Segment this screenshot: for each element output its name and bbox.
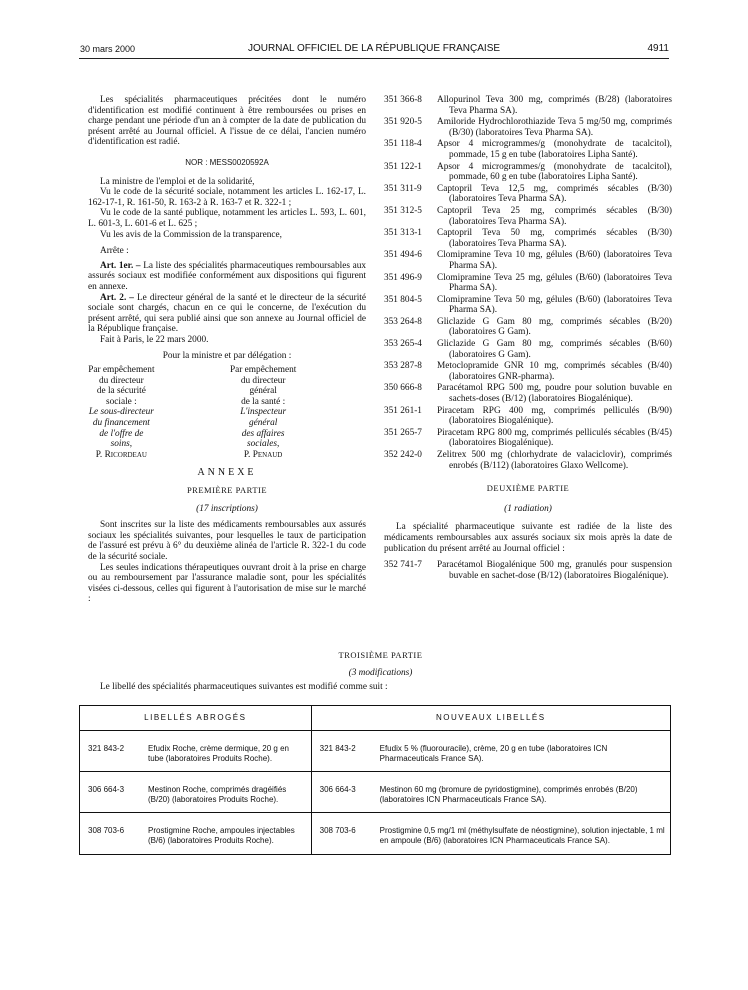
entry-text: Captopril Teva 50 mg, comprimés sécables (B/30) (laboratoires Teva Pharma SA). bbox=[437, 228, 672, 249]
old-code-cell: 308 703-6 bbox=[88, 826, 125, 836]
part-1-text-2: Les seules indications thérapeutiques ouvrant droit à la prise en charge ou au remboursement par l'assurance maladie sont, pour les spécialités visées ci-dessous, celles qui figurent à l'autorisation de mise sur le marché : bbox=[88, 562, 366, 605]
old-text-cell: Prostigmine Roche, ampoules injectables (B/6) (laboratoires Produits Roche). bbox=[144, 813, 311, 854]
article-2-text: Le directeur général de la santé et le directeur de la sécurité sociale sont chargés, chacun en ce qui le concerne, de l'exécution du présent arrêté, qui sera publié ainsi que son annexe au Journal officiel de la République française. bbox=[88, 292, 366, 335]
vu-code-sante-publique: Vu le code de la santé publique, notamment les articles L. 593, L. 601, L. 601-3, L. 601-6 et L. 625 ; bbox=[88, 208, 366, 229]
table-row bbox=[80, 731, 670, 772]
article-2 bbox=[88, 293, 366, 335]
inscription-entry bbox=[384, 206, 672, 227]
entry-text: Allopurinol Teva 300 mg, comprimés (B/28) (laboratoires Teva Pharma SA). bbox=[437, 95, 672, 116]
entry-code: 350 666-8 bbox=[384, 383, 422, 394]
sig-right-line: du directeur général bbox=[240, 375, 286, 397]
entry-code: 351 261-1 bbox=[384, 405, 422, 416]
table-row bbox=[80, 813, 670, 854]
old-code-cell: 321 843-2 bbox=[80, 731, 144, 772]
inscription-entry bbox=[384, 406, 672, 427]
part-3-intro: Le libellé des spécialités pharmaceutiques suivantes est modifié comme suit : bbox=[100, 682, 388, 693]
inscription-entry bbox=[384, 295, 672, 316]
part-3-heading: TROISIÈME PARTIE bbox=[338, 650, 423, 660]
entry-code: 351 122-1 bbox=[384, 161, 422, 172]
inscriptions-list bbox=[384, 95, 672, 471]
part-2-heading: DEUXIÈME PARTIE bbox=[486, 483, 570, 494]
entry-code: 353 265-4 bbox=[384, 339, 422, 350]
inscription-entry bbox=[384, 184, 672, 205]
sig-right-line: des affaires sociales, bbox=[241, 428, 285, 450]
entry-code: 351 920-5 bbox=[384, 117, 422, 128]
entry-text: Apsor 4 microgrammes/g (monohydrate de tacalcitol), pommade, 60 g en tube (laboratoires Lipha Santé). bbox=[437, 161, 672, 183]
entry-code: 352 242-0 bbox=[384, 450, 422, 460]
entry-text: Gliclazide G Gam 80 mg, comprimés sécables (B/20) (laboratoires G Gam). bbox=[437, 316, 672, 338]
new-code-cell: 321 843-2 bbox=[311, 731, 376, 772]
sig-right-line: L'inspecteur général bbox=[240, 407, 287, 429]
sig-left-line: de la sécurité sociale : bbox=[96, 386, 146, 407]
col-header-old: LIBELLÉS ABROGÉS bbox=[80, 706, 311, 731]
sig-left-name: P. Ricordeau bbox=[95, 449, 147, 460]
entry-text: Clomipramine Teva 25 mg, gélules (B/60) (laboratoires Teva Pharma SA). bbox=[437, 272, 672, 294]
signature-right bbox=[230, 365, 366, 460]
sig-right-name: P. Penaud bbox=[243, 449, 283, 460]
entry-code: 353 264-8 bbox=[384, 316, 422, 327]
part-1-text-1: Sont inscrites sur la liste des médicaments remboursables aux assurés sociaux les spécialités suivantes, pour lesquelles le taux de participation de l'assuré est prévu à 6° du deuxième alinéa de l'article R. 322-1 du code de la sécurité sociale. bbox=[88, 520, 366, 562]
radiation-entry bbox=[384, 560, 672, 581]
inscription-entry bbox=[384, 339, 672, 360]
entry-text: Paracétamol RPG 500 mg, poudre pour solution buvable en sachets-doses (B/12) (laboratoires Biogalénique). bbox=[437, 383, 672, 405]
old-code-cell: 306 664-3 bbox=[80, 772, 144, 813]
right-column bbox=[384, 95, 672, 582]
part-2-text: La spécialité pharmaceutique suivante est radiée de la liste des médicaments remboursables aux assurés sociaux six mois après la date de publication du présent arrêté au Journal officiel : bbox=[384, 522, 672, 554]
article-1-label: Art. 1er. – bbox=[100, 260, 141, 271]
header-rule bbox=[79, 58, 669, 59]
entry-text: Piracetam RPG 800 mg, comprimés pelliculés sécables (B/45) (laboratoires Biogalénique). bbox=[437, 427, 672, 449]
sig-right-line: Par empêchement bbox=[229, 365, 297, 376]
entry-code: 351 311-9 bbox=[384, 183, 422, 194]
nor-reference: NOR : MESS0020592A bbox=[185, 157, 269, 167]
inscription-entry bbox=[384, 250, 672, 271]
entry-text: Apsor 4 microgrammes/g (monohydrate de tacalcitol), pommade, 15 g en tube (laboratoires Lipha Santé). bbox=[437, 139, 672, 160]
entry-text: Captopril Teva 12,5 mg, comprimés sécables (B/30) (laboratoires Teva Pharma SA). bbox=[437, 183, 672, 205]
new-code-cell: 308 703-6 bbox=[319, 826, 356, 836]
entry-text: Zelitrex 500 mg (chlorhydrate de valaciclovir), comprimés enrobés (B/112) (laboratoires Glaxo Wellcome). bbox=[437, 450, 672, 471]
old-text-cell: Mestinon Roche, comprimés dragéifiés (B/20) (laboratoires Produits Roche). bbox=[144, 772, 311, 813]
vu-code-securite-sociale: Vu le code de la sécurité sociale, notamment les articles L. 162-17, L. 162-17-1, R. 161-50, R. 163-2 à R. 163-7 et R. 322-1 ; bbox=[88, 187, 366, 208]
new-text-cell: Prostigmine 0,5 mg/1 ml (méthylsulfate de néostigmine), solution injectable, 1 ml en ampoule (B/6) (laboratoires ICN Pharmaceuticals France SA). bbox=[379, 826, 665, 845]
entry-text: Gliclazide G Gam 80 mg, comprimés sécables (B/60) (laboratoires G Gam). bbox=[437, 339, 672, 360]
entry-code: 351 312-5 bbox=[384, 205, 422, 216]
entry-code: 351 496-9 bbox=[384, 272, 422, 283]
entry-code: 351 313-1 bbox=[384, 228, 422, 239]
entry-text: Metoclopramide GNR 10 mg, comprimés sécables (B/40) (laboratoires GNR-pharma). bbox=[437, 361, 672, 382]
entry-code: 353 287-8 bbox=[384, 361, 422, 372]
entry-text: Paracétamol Biogalénique 500 mg, granulés pour suspension buvable en sachet-dose (B/12) (laboratoires Biogalénique). bbox=[437, 560, 672, 581]
minister-line: La ministre de l'emploi et de la solidarité, bbox=[100, 176, 255, 187]
entry-code: 351 494-6 bbox=[384, 250, 422, 261]
sig-left-line: Par empêchement bbox=[88, 365, 155, 376]
sig-left-line: de l'offre de soins, bbox=[99, 428, 144, 450]
vu-avis-commission: Vu les avis de la Commission de la transparence, bbox=[100, 229, 282, 240]
entry-text: Clomipramine Teva 10 mg, gélules (B/60) (laboratoires Teva Pharma SA). bbox=[437, 250, 672, 271]
part-1-count: (17 inscriptions) bbox=[196, 503, 258, 514]
entry-code: 351 265-7 bbox=[384, 427, 422, 438]
entry-code: 351 118-4 bbox=[384, 139, 422, 150]
article-2-label: Art. 2. – bbox=[100, 292, 134, 303]
col-header-new: NOUVEAUX LIBELLÉS bbox=[311, 706, 670, 731]
entry-code: 351 804-5 bbox=[384, 294, 422, 305]
inscription-entry bbox=[384, 273, 672, 294]
new-code-cell: 306 664-3 bbox=[311, 772, 376, 813]
article-1 bbox=[88, 261, 366, 293]
part-2-count: (1 radiation) bbox=[504, 503, 552, 514]
old-text-cell: Efudix Roche, crème dermique, 20 g en tube (laboratoires Produits Roche). bbox=[144, 731, 311, 772]
inscription-entry bbox=[384, 450, 672, 471]
signature-block bbox=[88, 365, 366, 460]
intro-paragraph: Les spécialités pharmaceutiques précitées dont le numéro d'identification est modifié continuent à être remboursées ou prises en charge pendant une période d'un an à compter de la date de publication du présent arrêté au Journal officiel. A l'issue de ce délai, l'ancien numéro d'identification est radié. bbox=[88, 95, 366, 148]
modifications-table bbox=[79, 705, 671, 855]
entry-code: 352 741-7 bbox=[384, 560, 422, 571]
sig-left-line: du directeur bbox=[99, 375, 144, 386]
inscription-entry bbox=[384, 139, 672, 160]
arrete-line: Arrête : bbox=[100, 246, 129, 257]
inscription-entry bbox=[384, 383, 672, 404]
left-column bbox=[88, 95, 366, 605]
article-1-text: La liste des spécialités pharmaceutiques remboursables aux assurés sociaux est modifiée conformément aux dispositions qui figurent en annexe. bbox=[88, 260, 367, 292]
header-journal-title: JOURNAL OFFICIEL DE LA RÉPUBLIQUE FRANÇAISE bbox=[247, 43, 501, 54]
entry-text: Piracetam RPG 400 mg, comprimés pelliculés (B/90) (laboratoires Biogalénique). bbox=[437, 405, 672, 427]
entry-text: Captopril Teva 25 mg, comprimés sécables (B/30) (laboratoires Teva Pharma SA). bbox=[437, 205, 672, 227]
part-1-heading: PREMIÈRE PARTIE bbox=[186, 485, 268, 495]
header-date: 30 mars 2000 bbox=[80, 44, 136, 54]
modifications-body bbox=[80, 731, 670, 854]
part-3-count: (3 modifications) bbox=[348, 667, 413, 678]
new-text-cell: Efudix 5 % (fluorouracile), crème, 20 g en tube (laboratoires ICN Pharmaceuticals France SA). bbox=[376, 731, 670, 772]
inscription-entry bbox=[384, 361, 672, 382]
entry-code: 351 366-8 bbox=[384, 95, 422, 105]
sig-right-line: de la santé : bbox=[241, 396, 286, 407]
part-3-block bbox=[88, 650, 673, 693]
delegation-line: Pour la ministre et par délégation : bbox=[162, 351, 292, 362]
table-row bbox=[80, 772, 670, 813]
header-page-number: 4911 bbox=[647, 43, 669, 54]
signature-left bbox=[88, 365, 224, 460]
inscription-entry bbox=[384, 228, 672, 249]
inscription-entry bbox=[384, 162, 672, 183]
fait-a-paris: Fait à Paris, le 22 mars 2000. bbox=[100, 334, 209, 345]
inscription-entry bbox=[384, 317, 672, 338]
inscription-entry bbox=[384, 428, 672, 449]
sig-left-line: Le sous-directeur du financement bbox=[88, 407, 154, 429]
entry-text: Amiloride Hydrochlorothiazide Teva 5 mg/50 mg, comprimés (B/30) (laboratoires Teva Pharma SA). bbox=[437, 117, 672, 138]
entry-text: Clomipramine Teva 50 mg, gélules (B/60) (laboratoires Teva Pharma SA). bbox=[437, 294, 672, 316]
new-text-cell: Mestinon 60 mg (bromure de pyridostigmine), comprimés enrobés (B/20) (laboratoires ICN Pharmaceuticals France SA). bbox=[376, 772, 670, 813]
inscription-entry bbox=[384, 117, 672, 138]
annexe-heading: ANNEXE bbox=[197, 467, 257, 479]
inscription-entry bbox=[384, 95, 672, 116]
